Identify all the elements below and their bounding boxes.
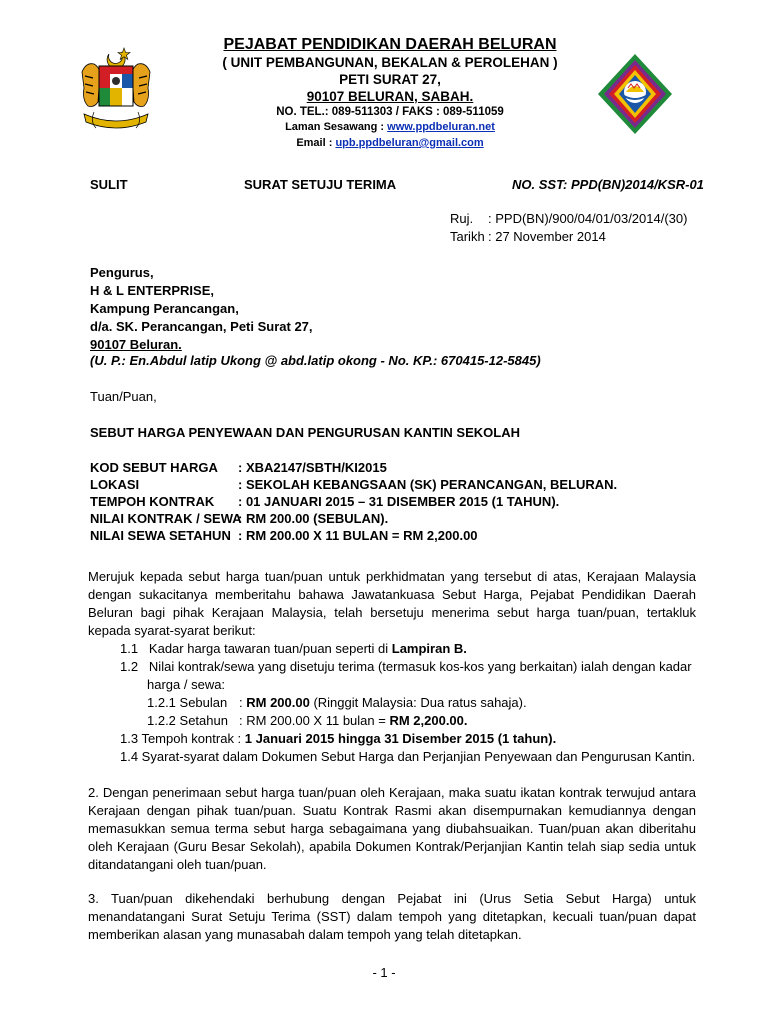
office-postcode: 90107 BELURAN, SABAH. bbox=[306, 89, 474, 104]
item-1-3-text: 1.3 Tempoh kontrak : bbox=[120, 731, 245, 746]
item-1-2-1-separator: : bbox=[239, 695, 247, 710]
item-1-2-1-label: 1.2.1 Sebulan bbox=[147, 695, 228, 710]
item-1-2-1 bbox=[147, 694, 527, 712]
detail-label-contract-value: NILAI KONTRAK / SEWA bbox=[90, 511, 242, 526]
paragraph-2: 2. Dengan penerimaan sebut harga tuan/puan oleh Kerajaan, maka suatu ikatan kontrak terwujud antara Kerajaan dengan pihak tuan/puan. Suatu Kontrak Rasmi akan disempurnakan kemudiannya dengan memasukkan semua terma sebut harga sebagaimana yang diubahsuaikan. Tuan/puan akan diberitahu oleh Kerajaan (Guru Besar Sekolah), apabila Dokumen Kontrak/Perjanjian Kantin telah siap sedia untuk ditandatangani oleh tuan/puan. bbox=[88, 785, 696, 872]
office-tel: NO. TEL.: 089-511303 / FAKS : 089-511059 bbox=[276, 106, 504, 118]
office-email-line bbox=[150, 137, 630, 149]
item-1-2 bbox=[120, 658, 692, 676]
recipient-attention: (U. P.: En.Abdul latip Ukong @ abd.latip okong - No. KP.: 670415-12-5845) bbox=[90, 353, 541, 368]
item-1-2-2 bbox=[147, 712, 468, 730]
item-1-2-2-label: 1.2.2 Setahun bbox=[147, 713, 228, 728]
paragraph-3: 3. Tuan/puan dikehendaki berhubung dengan Pejabat ini (Urus Setia Sebut Harga) untuk menandatangani Surat Setuju Terima (SST) dalam tempoh yang ditetapkan, kecuali tuan/puan dapat memberikan alasan yang munasabah dalam tempoh yang telah ditetapkan. bbox=[88, 891, 696, 942]
recipient-line-2: H & L ENTERPRISE, bbox=[90, 283, 215, 298]
item-1-3-period: 1 Januari 2015 hingga 31 Disember 2015 (1 tahun). bbox=[244, 731, 557, 746]
ruj-label: Ruj. bbox=[450, 211, 474, 226]
recipient-line-4: d/a. SK. Perancangan, Peti Surat 27, bbox=[90, 319, 313, 334]
detail-label-location: LOKASI bbox=[90, 477, 140, 492]
intro-paragraph: Merujuk kepada sebut harga tuan/puan untuk perkhidmatan yang tersebut di atas, Kerajaan Malaysia dengan sukacitanya memberitahu bahawa Jawatankuasa Sebut Harga, Pejabat Pendidikan Daerah Beluran bagi pihak Kerajaan Malaysia, telah bersetuju menerima sebut harga tuan/puan, tertakluk kepada syarat-syarat berikut: bbox=[88, 569, 696, 638]
recipient-line-1: Pengurus, bbox=[90, 265, 154, 280]
subject-heading: SEBUT HARGA PENYEWAAN DAN PENGURUSAN KANTIN SEKOLAH bbox=[90, 425, 520, 440]
ruj-value: : PPD(BN)/900/04/01/03/2014/(30) bbox=[488, 211, 688, 226]
item-1-2-text: Nilai kontrak/sewa yang disetuju terima (termasuk kos-kos yang berkaitan) ialah dengan kadar bbox=[148, 659, 692, 674]
document-title: SURAT SETUJU TERIMA bbox=[244, 177, 397, 192]
item-1-2-number: 1.2 bbox=[120, 659, 139, 674]
sulit-label: SULIT bbox=[90, 177, 128, 192]
office-po-box: PETI SURAT 27, bbox=[339, 72, 441, 87]
detail-value-period: : 01 JANUARI 2015 – 31 DISEMBER 2015 (1 TAHUN). bbox=[238, 494, 560, 509]
website-link[interactable]: www.ppdbeluran.net bbox=[387, 121, 495, 133]
detail-value-location: : SEKOLAH KEBANGSAAN (SK) PERANCANGAN, BELURAN. bbox=[238, 477, 618, 492]
detail-label-yearly-rent: NILAI SEWA SETAHUN bbox=[90, 528, 231, 543]
office-website-line bbox=[150, 121, 630, 133]
item-1-2-2-text: : RM 200.00 X 11 bulan = bbox=[239, 713, 390, 728]
malaysia-coat-of-arms-logo bbox=[76, 42, 156, 134]
email-link[interactable]: upb.ppdbeluran@gmail.com bbox=[335, 137, 484, 149]
item-1-2-1-amount: RM 200.00 bbox=[246, 695, 310, 710]
recipient-line-3: Kampung Perancangan, bbox=[90, 301, 239, 316]
detail-value-code: : XBA2147/SBTH/KI2015 bbox=[238, 460, 387, 475]
item-1-2-2-amount: RM 2,200.00. bbox=[389, 713, 468, 728]
website-label: Laman Sesawang : bbox=[285, 121, 388, 133]
item-1-3 bbox=[120, 730, 556, 748]
salutation: Tuan/Puan, bbox=[90, 389, 157, 404]
detail-value-contract-value: : RM 200.00 (SEBULAN). bbox=[238, 511, 389, 526]
office-unit: ( UNIT PEMBANGUNAN, BEKALAN & PEROLEHAN ) bbox=[222, 55, 558, 70]
detail-label-period: TEMPOH KONTRAK bbox=[90, 494, 215, 509]
item-1-1-appendix: Lampiran B. bbox=[391, 641, 467, 656]
item-1-2-continued: harga / sewa: bbox=[147, 677, 226, 692]
page-number: - 1 - bbox=[372, 965, 396, 980]
recipient-line-5: 90107 Beluran. bbox=[90, 337, 182, 352]
item-1-1-number: 1.1 bbox=[120, 641, 139, 656]
item-1-4: 1.4 Syarat-syarat dalam Dokumen Sebut Harga dan Perjanjian Penyewaan dan Pengurusan Kantin. bbox=[120, 749, 696, 764]
office-title: PEJABAT PENDIDIKAN DAERAH BELURAN bbox=[223, 36, 557, 53]
email-label: Email : bbox=[296, 137, 336, 149]
item-1-1 bbox=[120, 640, 467, 658]
item-1-1-text: Kadar harga tawaran tuan/puan seperti di bbox=[148, 641, 392, 656]
date-label: Tarikh bbox=[450, 229, 485, 244]
detail-value-yearly-rent: : RM 200.00 X 11 BULAN = RM 2,200.00 bbox=[238, 528, 478, 543]
detail-label-code: KOD SEBUT HARGA bbox=[90, 460, 218, 475]
date-value: : 27 November 2014 bbox=[488, 229, 606, 244]
sst-number: NO. SST: PPD(BN)2014/KSR-01 bbox=[512, 177, 704, 192]
item-1-2-1-words: (Ringgit Malaysia: Dua ratus sahaja). bbox=[309, 695, 527, 710]
